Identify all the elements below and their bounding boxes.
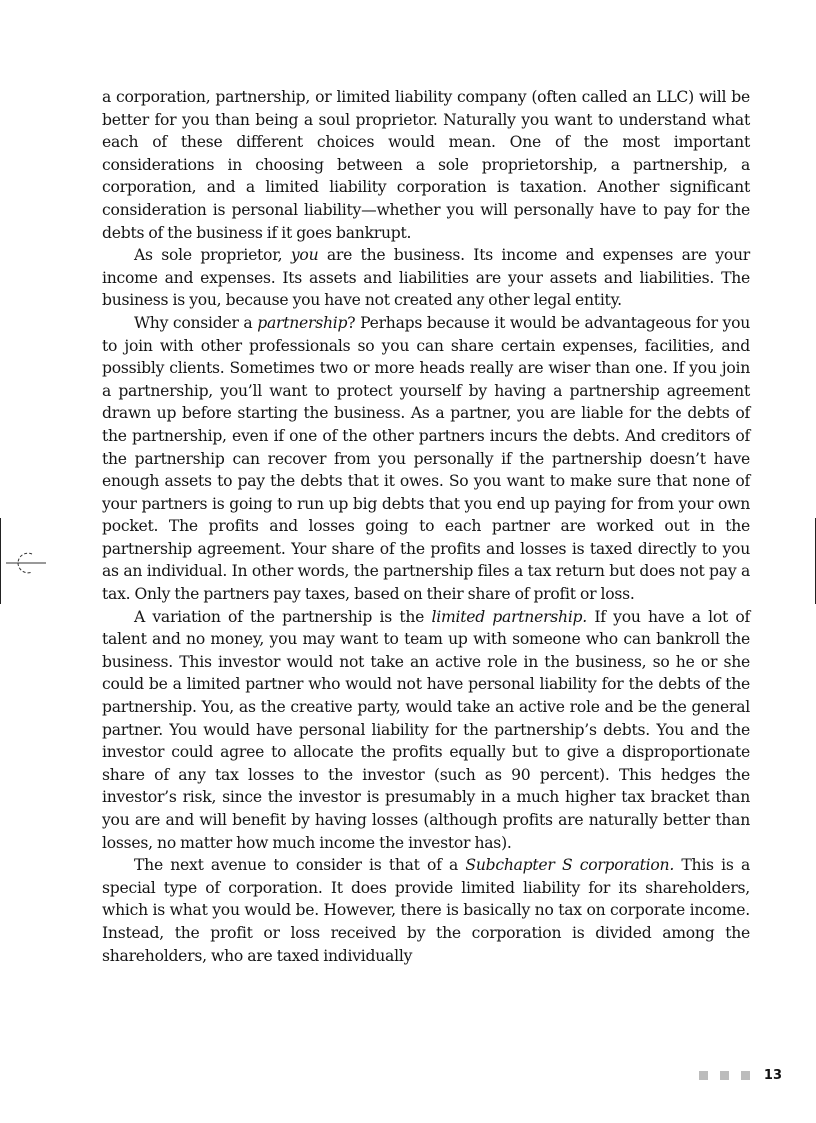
paragraph-text: The next avenue to consider is that of a bbox=[134, 856, 466, 875]
emphasis-term: partnership bbox=[257, 313, 348, 332]
folio-square-icon bbox=[741, 1071, 750, 1080]
paragraph-text: A variation of the partnership is the bbox=[134, 607, 432, 626]
paragraph-subchapter-s bbox=[102, 854, 750, 967]
paragraph-text: Why consider a bbox=[134, 313, 258, 332]
registration-mark-icon bbox=[6, 546, 46, 580]
paragraph-text: As sole proprietor, bbox=[134, 246, 291, 265]
paragraph-text: a corporation, partnership, or limited liability company (often called an LLC) will be better for you than being a soul proprietor. Naturally you want to understand what each of these different choices would mean. One of the most important considerations in choosing between a sole proprietorship, a partnership, a corporation, and a limited liability corporation is taxation. Another significant consideration is personal liability—whether you will personally have to pay for the debts of the business if it goes bankrupt. bbox=[102, 88, 750, 242]
paragraph-text: If you have a lot of talent and no money, you may want to team up with someone who can bankroll the business. This investor would not take an active role in the business, so he or she could be a limited partner who would not have personal liability for the debts of the partnership. You, as the creative party, would take an active role and be the general partner. You would have personal liability for the partnership’s debts. You and the investor could agree to allocate the profits equally but to give a disproportionate share of any tax losses to the investor (such as 90 percent). This hedges the investor’s risk, since the investor is presumably in a much higher tax bracket than you are and will benefit by having losses (although profits are naturally better than losses, no matter how much income the investor has). bbox=[102, 607, 750, 852]
body-text bbox=[102, 86, 750, 967]
page-number: 13 bbox=[763, 1068, 782, 1083]
folio-square-icon bbox=[720, 1071, 729, 1080]
paragraph-intro bbox=[102, 86, 750, 244]
page-footer bbox=[699, 1068, 782, 1083]
emphasis-term: Subchapter S corporation. bbox=[465, 856, 675, 875]
paragraph-text: This is a special type of corporation. It does provide limited liability for its shareholders, which is what you would be. However, there is basically no tax on corporate income. Instead, the profit or loss received by the corporation is divided among the shareholders, who are taxed individually bbox=[102, 856, 750, 965]
paragraph-text: are the business. Its income and expenses are your income and expenses. Its assets and liabilities are your assets and liabilities. The business is you, because you have not created any other legal entity. bbox=[102, 246, 750, 310]
paragraph-limited-partnership bbox=[102, 606, 750, 855]
paragraph-partnership bbox=[102, 312, 750, 606]
crop-mark-left-line bbox=[0, 518, 1, 604]
paragraph-sole-proprietor bbox=[102, 244, 750, 312]
paragraph-text: ? Perhaps because it would be advantageous for you to join with other professionals so you can share certain expenses, facilities, and possibly clients. Sometimes two or more heads really are wiser than one. If you join a partnership, you’ll want to protect yourself by having a partnership agreement drawn up before starting the business. As a partner, you are liable for the debts of the partnership, even if one of the other partners incurs the debts. And creditors of the partnership can recover from you personally if the partnership doesn’t have enough assets to pay the debts that it owes. So you want to make sure that none of your partners is going to run up big debts that you end up paying for from your own pocket. The profits and losses going to each partner are worked out in the partnership agreement. Your share of the profits and losses is taxed directly to you as an individual. In other words, the partnership files a tax return but does not pay a tax. Only the partners pay taxes, based on their share of profit or loss. bbox=[102, 313, 750, 604]
emphasis-term: limited partnership. bbox=[431, 607, 587, 626]
emphasis-term: you bbox=[290, 246, 319, 265]
folio-square-icon bbox=[699, 1071, 708, 1080]
